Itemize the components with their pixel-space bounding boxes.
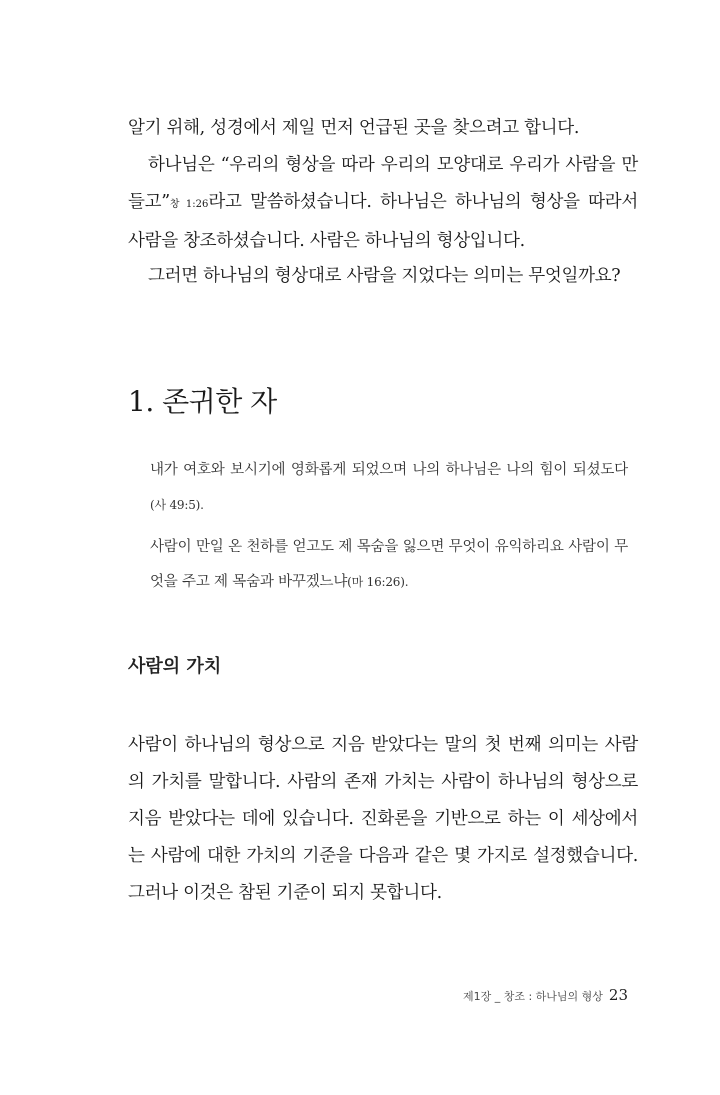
body-paragraph-text: 사람이 하나님의 형상으로 지음 받았다는 말의 첫 번째 의미는 사람의 가치를 말합니다. 사람의 존재 가치는 사람이 하나님의 형상으로 지음 받았다는 데에 있습니다. 진화론을 기반으로 하는 이 세상에서는 사람에 대한 가치의 기준을 다음과 같은 몇 가지로 설정했습니다. 그러나 이것은 참된 기준이 되지 못합니다. bbox=[128, 735, 638, 903]
intro-paragraph-2-text-b: 라고 말씀하셨습니다. 하나님은 하나님의 형상을 따라서 사람을 창조하셨습니다. 사람은 하나님의 형상입니다. bbox=[128, 192, 639, 251]
scripture-quote-1-text: 내가 여호와 보시기에 영화롭게 되었으며 나의 하나님은 나의 힘이 되셨도다 bbox=[150, 462, 628, 478]
intro-paragraph-1 bbox=[128, 110, 638, 147]
intro-paragraph-3-text: 그러면 하나님의 형상대로 사람을 지었다는 의미는 무엇일까요? bbox=[148, 266, 621, 286]
page-number: 23 bbox=[608, 986, 628, 1004]
intro-paragraph-2 bbox=[128, 147, 638, 260]
chapter-label: 제1장 _ 창조 : 하나님의 형상 bbox=[462, 990, 603, 1003]
scripture-reference: 창 1:26 bbox=[169, 199, 209, 210]
intro-paragraph-1-text: 알기 위해, 성경에서 제일 먼저 언급된 곳을 찾으려고 합니다. bbox=[128, 118, 580, 138]
scripture-quote-2 bbox=[150, 530, 628, 600]
scripture-quote-2-text: 사람이 만일 온 천하를 얻고도 제 목숨을 잃으면 무엇이 유익하리요 사람이 무엇을 주고 제 목숨과 바꾸겠느냐 bbox=[150, 539, 628, 590]
intro-paragraph-3 bbox=[128, 258, 638, 295]
section-title: 1. 존귀한 자 bbox=[128, 385, 277, 418]
body-paragraph bbox=[128, 727, 638, 912]
subsection-title: 사람의 가치 bbox=[128, 656, 222, 677]
intro-paragraph-2-text-a: 하나님은 “우리의 형상을 따라 우리의 모양대로 우리가 사람을 만들고” bbox=[128, 155, 638, 212]
scripture-quote-1 bbox=[150, 453, 628, 523]
page-footer bbox=[463, 986, 628, 1004]
scripture-quote-2-ref: (마 16:26). bbox=[347, 575, 409, 589]
scripture-quote-1-ref: (사 49:5). bbox=[150, 498, 204, 512]
